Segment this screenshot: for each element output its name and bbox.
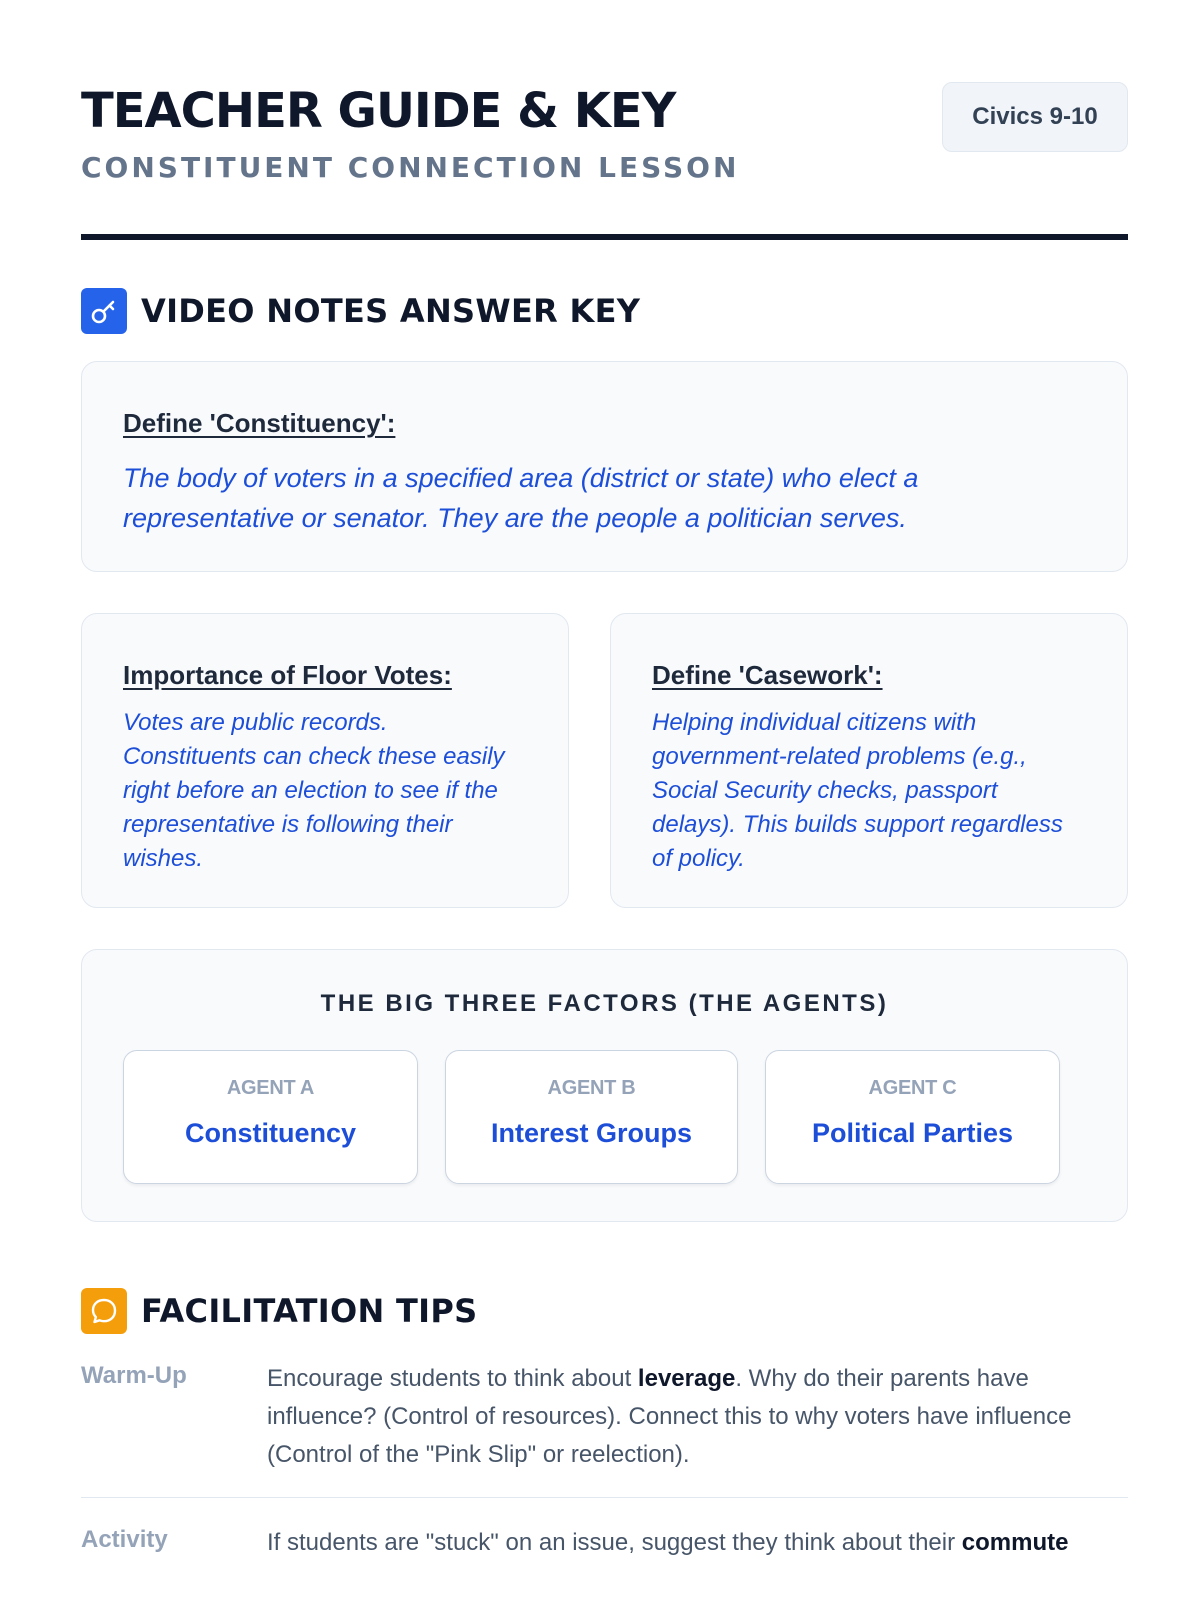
tip-label: Activity xyxy=(81,1526,168,1553)
constituency-label: Define 'Constituency': xyxy=(123,408,396,438)
tip-divider xyxy=(81,1497,1128,1498)
casework-card xyxy=(610,613,1128,908)
constituency-card xyxy=(81,361,1128,572)
page-title: TEACHER GUIDE & KEY xyxy=(81,83,676,139)
tip-text-bold: leverage xyxy=(637,1365,736,1392)
tip-text-pre: Encourage students to think about xyxy=(267,1365,638,1392)
video-notes-heading xyxy=(81,288,640,334)
agents-row xyxy=(123,1050,1086,1184)
chat-bubble-icon xyxy=(81,1288,127,1334)
big-three-card xyxy=(81,949,1128,1222)
agent-name: Interest Groups xyxy=(490,1118,693,1148)
video-notes-title: VIDEO NOTES ANSWER KEY xyxy=(141,292,641,330)
page-subtitle: CONSTITUENT CONNECTION LESSON xyxy=(81,151,740,184)
tip-text-bold: commute xyxy=(961,1529,1069,1556)
tip-text-pre: If students are "stuck" on an issue, suggest they think about their xyxy=(267,1529,962,1556)
agent-name: Political Parties xyxy=(811,1118,1014,1148)
agent-card-c xyxy=(765,1050,1060,1184)
tip-text-post: . Why do their parents have influence? (Control of resources). Connect this to why voters have influence (Control of the "Pink Slip" or reelection). xyxy=(267,1365,1072,1468)
key-icon xyxy=(81,288,127,334)
grade-badge: Civics 9-10 xyxy=(942,82,1128,152)
tip-row-warmup xyxy=(81,1360,1128,1480)
page-header xyxy=(81,82,1128,202)
header-divider xyxy=(81,234,1128,240)
floor-votes-card xyxy=(81,613,569,908)
casework-answer: Helping individual citizens with government-related problems (e.g., Social Security checks, passport delays). This builds support regardless of policy. xyxy=(652,709,1063,872)
tip-text xyxy=(267,1360,1128,1474)
agent-card-a xyxy=(123,1050,418,1184)
tip-text xyxy=(267,1524,1128,1562)
floor-votes-answer: Votes are public records. Constituents can check these easily right before an election to see if the representative is following their wishes. xyxy=(123,709,505,872)
tip-label: Warm-Up xyxy=(81,1362,187,1389)
agent-name: Constituency xyxy=(184,1118,357,1148)
casework-label: Define 'Casework': xyxy=(652,660,883,690)
floor-votes-label: Importance of Floor Votes: xyxy=(123,660,452,690)
agent-letter: AGENT B xyxy=(547,1077,636,1099)
facilitation-title: FACILITATION TIPS xyxy=(141,1292,478,1330)
big-three-title: THE BIG THREE FACTORS (THE AGENTS) xyxy=(320,990,889,1017)
facilitation-heading xyxy=(81,1288,477,1334)
agent-letter: AGENT A xyxy=(226,1077,315,1099)
constituency-answer: The body of voters in a specified area (district or state) who elect a representative or senator. They are the people a politician serves. xyxy=(123,463,919,533)
agent-card-b xyxy=(445,1050,738,1184)
agent-letter: AGENT C xyxy=(868,1077,957,1099)
tip-row-activity xyxy=(81,1524,1128,1574)
